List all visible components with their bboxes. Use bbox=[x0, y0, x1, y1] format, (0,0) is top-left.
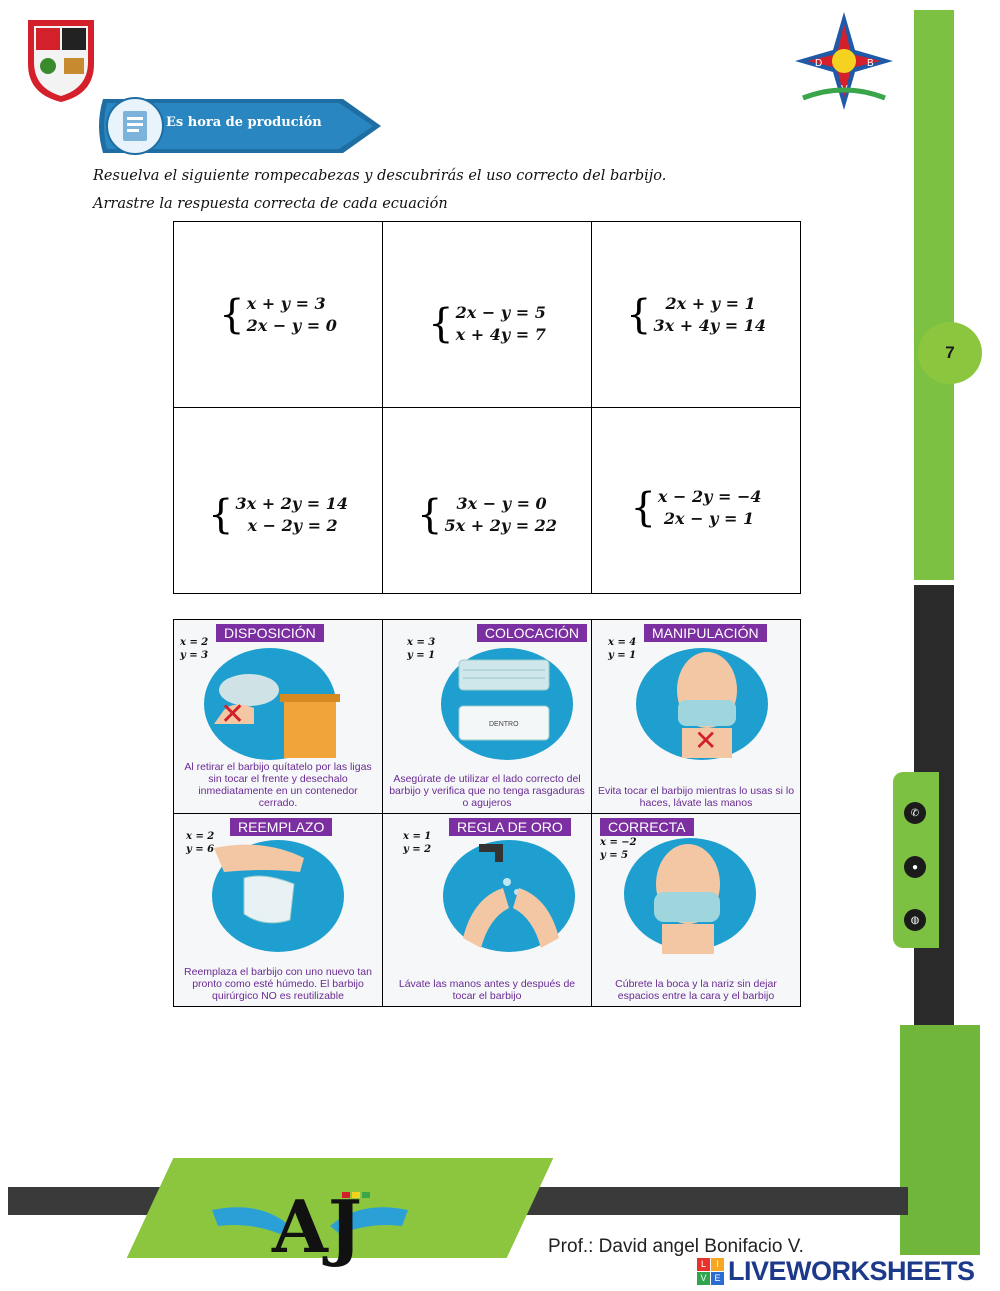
banner-label: Es hora de produción bbox=[166, 115, 322, 130]
card-y-value: y = 5 bbox=[600, 850, 629, 861]
brand-letter: I bbox=[711, 1258, 724, 1271]
whatsapp-icon[interactable]: ✆ bbox=[904, 802, 926, 824]
card-title: DISPOSICIÓN bbox=[216, 624, 324, 642]
equation-cell[interactable]: { 3x + 2y = 14 x − 2y = 2 bbox=[174, 408, 383, 593]
equation-line: x + y = 3 bbox=[246, 293, 326, 313]
card-y-value: y = 3 bbox=[180, 650, 209, 661]
equation-line: 5x + 2y = 22 bbox=[444, 515, 557, 535]
equation-line: 2x − y = 0 bbox=[246, 315, 337, 335]
answer-card-colocacion[interactable] bbox=[383, 620, 592, 814]
card-title: REEMPLAZO bbox=[230, 818, 332, 836]
answer-card-disposicion[interactable] bbox=[174, 620, 383, 814]
svg-text:✕: ✕ bbox=[220, 698, 246, 731]
brand-letter: E bbox=[711, 1272, 724, 1285]
liveworksheets-brand[interactable]: LIVEWORKSHEETS bbox=[728, 1256, 975, 1286]
dvb-letter-v: V bbox=[841, 84, 848, 95]
card-x-value: x = 1 bbox=[403, 831, 432, 842]
globe-icon[interactable]: ◍ bbox=[904, 909, 926, 931]
answer-card-correcta[interactable] bbox=[592, 814, 800, 1006]
card-description: Al retirar el barbijo quítatelo por las ligas sin tocar el frente y desechalo inmediatamente en un contenedor cerrado. bbox=[184, 761, 372, 809]
dvb-letter-d: D bbox=[815, 58, 823, 69]
equation-line: x − 2y = 2 bbox=[247, 515, 338, 535]
page-number: 7 bbox=[945, 343, 955, 362]
card-y-value: y = 1 bbox=[407, 650, 436, 661]
card-title: CORRECTA bbox=[600, 818, 694, 836]
brand-letter: L bbox=[697, 1258, 710, 1271]
equation-cell[interactable]: { 2x − y = 5 x + 4y = 7 bbox=[383, 222, 592, 408]
card-description: Cúbrete la boca y la nariz sin dejar espacios entre la cara y el barbijo bbox=[615, 978, 777, 1002]
card-description: Evita tocar el barbijo mientras lo usas si lo haces, lávate las manos bbox=[597, 785, 795, 809]
answer-card-manipulacion[interactable] bbox=[592, 620, 800, 814]
author-credit: Prof.: David angel Bonifacio V. bbox=[548, 1236, 804, 1257]
card-description: Asegúrate de utilizar el lado correcto del barbijo y verifica que no tenga rasgaduras o agujeros bbox=[389, 773, 585, 809]
mask-disposal-icon bbox=[194, 650, 364, 760]
equation-line: 2x − y = 5 bbox=[455, 302, 546, 322]
liveworksheets-logo-icon bbox=[697, 1258, 725, 1286]
card-x-value: x = 4 bbox=[608, 637, 637, 648]
mask-inside-label: DENTRO bbox=[489, 721, 519, 728]
dvb-logo-icon bbox=[793, 10, 895, 112]
answer-card-reemplazo[interactable] bbox=[174, 814, 383, 1006]
aj-wings-logo-icon bbox=[210, 1170, 410, 1270]
card-y-value: y = 2 bbox=[403, 844, 432, 855]
instruction-line-2: Arrastre la respuesta correcta de cada ecuación bbox=[93, 196, 448, 212]
card-title: MANIPULACIÓN bbox=[644, 624, 767, 642]
equation-line: 3x + 2y = 14 bbox=[235, 493, 348, 513]
equation-line: x − 2y = −4 bbox=[657, 486, 762, 506]
dvb-letter-b: B bbox=[867, 58, 874, 69]
instruction-line-1: Resuelva el siguiente rompecabezas y descubrirás el uso correcto del barbijo. bbox=[93, 168, 667, 184]
equation-cell[interactable]: { 2x + y = 1 3x + 4y = 14 bbox=[592, 222, 800, 408]
card-x-value: x = 2 bbox=[186, 831, 215, 842]
equation-line: x + 4y = 7 bbox=[455, 324, 546, 344]
card-title: COLOCACIÓN bbox=[477, 624, 587, 642]
equation-line: 2x + y = 1 bbox=[665, 293, 756, 313]
card-description: Lávate las manos antes y después de tocar el barbijo bbox=[398, 978, 576, 1002]
card-x-value: x = 2 bbox=[180, 637, 209, 648]
equation-cell[interactable]: { x + y = 3 2x − y = 0 bbox=[174, 222, 383, 408]
logo-text: AJ bbox=[272, 1184, 362, 1269]
svg-text:✕: ✕ bbox=[694, 725, 718, 756]
answer-card-regla-de-oro[interactable] bbox=[383, 814, 592, 1006]
mask-sides-icon bbox=[439, 654, 569, 754]
page-number-badge bbox=[918, 322, 982, 384]
hand-holding-mask-icon bbox=[204, 838, 344, 948]
location-icon[interactable]: ● bbox=[904, 856, 926, 878]
equation-cell[interactable]: { 3x − y = 0 5x + 2y = 22 bbox=[383, 408, 592, 593]
brand-letter: V bbox=[697, 1272, 710, 1285]
equation-cell[interactable]: { x − 2y = −4 2x − y = 1 bbox=[630, 484, 762, 531]
equation-grid bbox=[173, 221, 801, 594]
card-title: REGLA DE ORO bbox=[449, 818, 571, 836]
right-green-block bbox=[900, 1025, 980, 1255]
card-x-value: x = 3 bbox=[407, 637, 436, 648]
face-wearing-mask-icon bbox=[640, 834, 740, 956]
equation-line: 2x − y = 1 bbox=[663, 508, 755, 528]
school-crest-icon bbox=[22, 14, 100, 104]
card-y-value: y = 6 bbox=[186, 844, 215, 855]
face-touching-mask-icon bbox=[662, 644, 752, 760]
equation-line: 3x − y = 0 bbox=[456, 493, 547, 513]
card-description: Reemplaza el barbijo con uno nuevo tan pronto como esté húmedo. El barbijo quirúrgico NO es reutilizable bbox=[184, 966, 372, 1002]
answer-cards-grid bbox=[173, 619, 801, 1007]
equation-line: 3x + 4y = 14 bbox=[653, 315, 766, 335]
card-x-value: x = −2 bbox=[600, 837, 637, 848]
card-y-value: y = 1 bbox=[608, 650, 637, 661]
hand-washing-icon bbox=[443, 838, 579, 958]
right-green-strip bbox=[914, 10, 954, 580]
